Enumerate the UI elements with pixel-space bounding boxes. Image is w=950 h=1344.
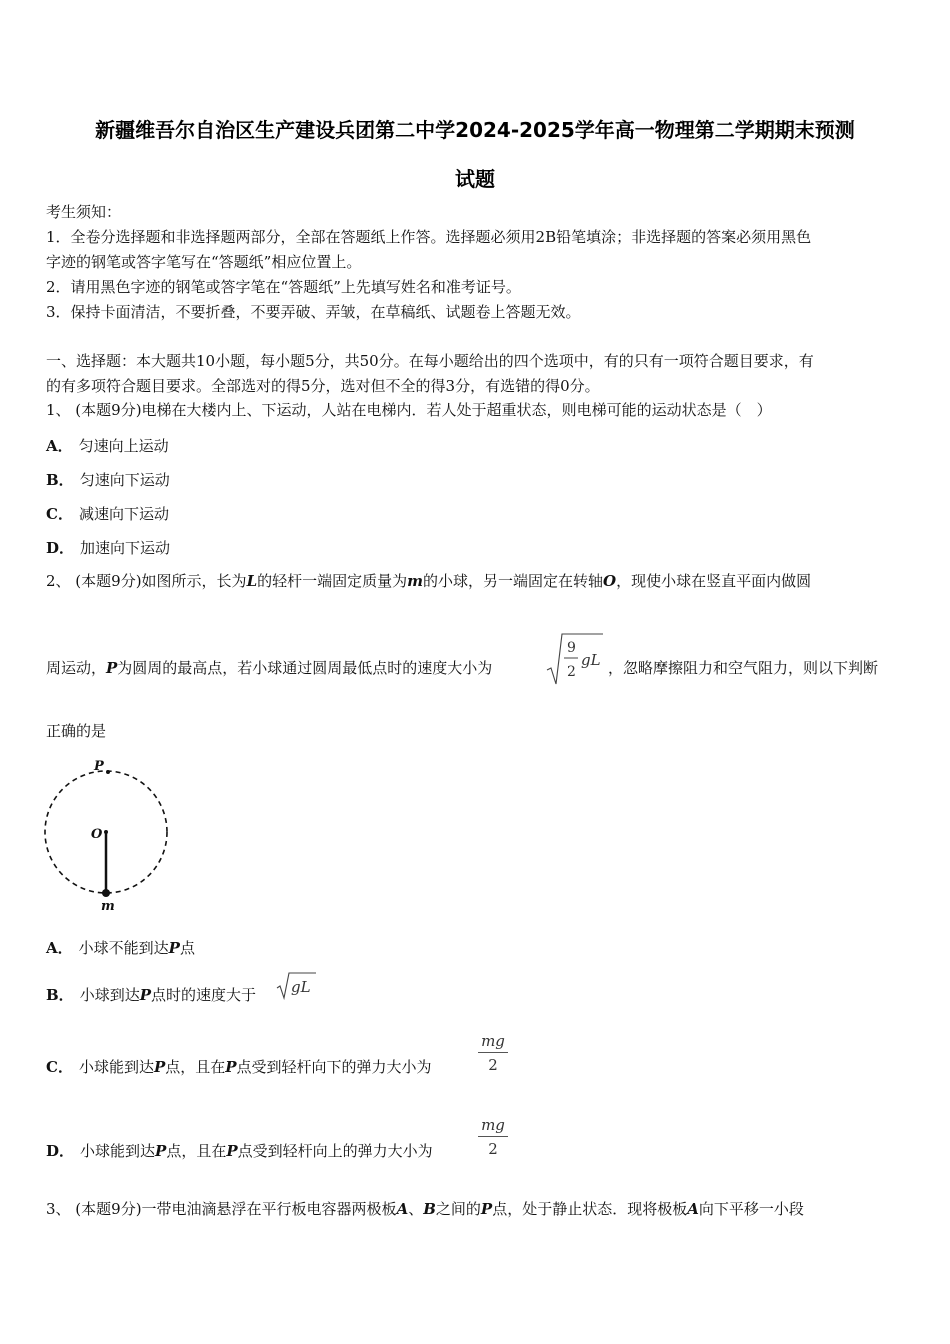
option-letter: D． bbox=[46, 539, 75, 557]
fraction-numerator: mg bbox=[478, 1116, 508, 1137]
radicand: gL bbox=[291, 978, 311, 996]
q2-stem-line1: 2、 (本题9分)如图所示，长为L的轻杆一端固定质量为m的小球，另一端固定在转轴O，现使小球在竖直平面内做圆 bbox=[46, 572, 812, 590]
label-p: P bbox=[94, 759, 104, 774]
q1-stem: 1、 (本题9分)电梯在大楼内上、下运动，人站在电梯内．若人处于超重状态，则电梯可能的运动状态是（ ） bbox=[46, 401, 772, 419]
q3-stem-line1: 3、 (本题9分)一带电油滴悬浮在平行板电容器两极板A、B之间的P点，处于静止状态．现将极板A向下平移一小段 bbox=[46, 1200, 804, 1218]
option-text: 匀速向下运动 bbox=[79, 471, 170, 489]
q1-option-b bbox=[46, 469, 170, 490]
section-intro-line2: 的有多项符合题目要求。全部选对的得5分，选对但不全的得3分，有选错的得0分。 bbox=[46, 377, 600, 395]
q2-stem-line3: 正确的是 bbox=[46, 722, 107, 740]
q2-option-b-sqrt bbox=[276, 970, 318, 1002]
fraction-denominator: 2 bbox=[488, 1056, 498, 1074]
option-letter: C． bbox=[46, 505, 73, 523]
q2-option-d: D． 小球能到达P点，且在P点受到轻杆向上的弹力大小为 bbox=[46, 1142, 433, 1160]
page-title-line2: 试题 bbox=[455, 167, 495, 191]
q1-option-d bbox=[46, 537, 170, 558]
option-letter: A． bbox=[46, 437, 73, 455]
q2-option-a: A． 小球不能到达P点 bbox=[46, 939, 195, 957]
page-title-line1: 新疆维吾尔自治区生产建设兵团第二中学2024-2025学年高一物理第二学期期末预测 bbox=[95, 118, 855, 142]
q2-option-d-fraction bbox=[478, 1116, 508, 1158]
q2-stem-line2-left: 周运动，P为圆周的最高点，若小球通过圆周最低点时的速度大小为 bbox=[46, 659, 493, 677]
pivot-point bbox=[104, 830, 108, 834]
fraction-denominator: 2 bbox=[567, 664, 576, 680]
label-m: m bbox=[101, 899, 115, 914]
option-letter: B． bbox=[46, 471, 74, 489]
q2-option-c: C． 小球能到达P点，且在P点受到轻杆向下的弹力大小为 bbox=[46, 1058, 432, 1076]
option-text: 匀速向上运动 bbox=[78, 437, 169, 455]
section-intro-line1: 一、选择题：本大题共10小题，每小题5分，共50分。在每小题给出的四个选项中，有的只有一项符合题目要求，有 bbox=[46, 352, 814, 370]
q2-option-c-fraction bbox=[478, 1032, 508, 1074]
q2-stem-line2-right: ，忽略摩擦阻力和空气阻力，则以下判断 bbox=[608, 659, 879, 677]
option-text: 减速向下运动 bbox=[78, 505, 169, 523]
fraction-numerator: 9 bbox=[567, 640, 576, 656]
notice-item-1-line1: 1．全卷分选择题和非选择题两部分，全部在答题纸上作答。选择题必须用2B铅笔填涂；非选择题的答案必须用黑色 bbox=[46, 228, 812, 246]
label-o: O bbox=[91, 827, 103, 842]
q1-option-a bbox=[46, 435, 169, 456]
notice-item-2: 2．请用黑色字迹的钢笔或答字笔在“答题纸”上先填写姓名和准考证号。 bbox=[46, 278, 521, 296]
q1-option-c bbox=[46, 503, 169, 524]
fraction-denominator: 2 bbox=[488, 1140, 498, 1158]
notice-item-1-line2: 字迹的钢笔或答字笔写在“答题纸”相应位置上。 bbox=[46, 253, 362, 271]
sqrt-expression bbox=[545, 630, 605, 688]
option-text: 加速向下运动 bbox=[80, 539, 171, 557]
top-point bbox=[106, 770, 110, 774]
notice-heading: 考生须知： bbox=[46, 203, 122, 221]
ball-mass bbox=[102, 889, 110, 897]
fraction-numerator: mg bbox=[478, 1032, 508, 1053]
notice-item-3: 3．保持卡面清洁，不要折叠，不要弄破、弄皱，在草稿纸、试题卷上答题无效。 bbox=[46, 303, 581, 321]
sqrt-tail: gL bbox=[581, 651, 601, 669]
q2-circle-figure bbox=[40, 752, 180, 914]
q2-option-b: B． 小球到达P点时的速度大于 bbox=[46, 986, 256, 1004]
